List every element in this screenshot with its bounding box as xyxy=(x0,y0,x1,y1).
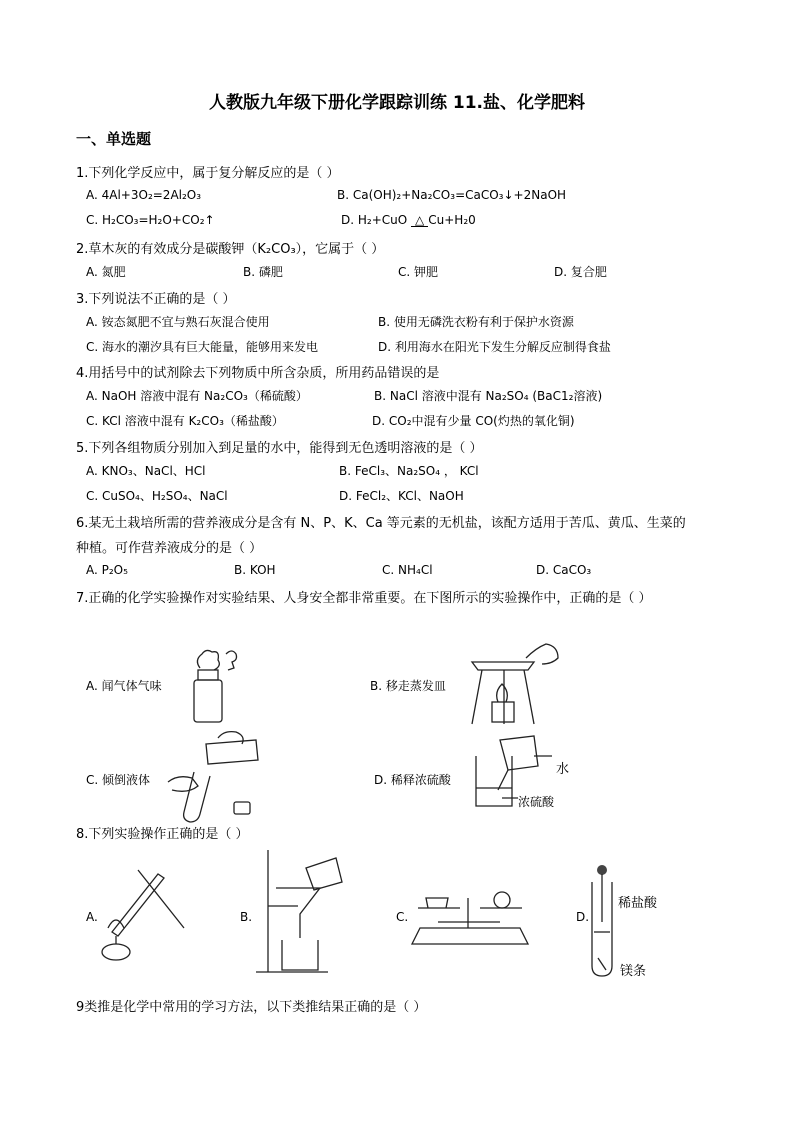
question-1-stem: 1.下列化学反应中，属于复分解反应的是（ ） xyxy=(76,166,340,181)
question-3-option-d[interactable]: D. 利用海水在阳光下发生分解反应制得食盐 xyxy=(378,340,611,354)
question-3-option-c[interactable]: C. 海水的潮汐具有巨大能量，能够用来发电 xyxy=(86,340,319,354)
question-8-option-c[interactable]: C. xyxy=(396,910,409,924)
question-5-option-b[interactable]: B. FeCl₃、Na₂SO₄ ， KCl xyxy=(339,464,479,478)
heating-tube-illustration xyxy=(98,862,194,966)
question-5-option-a[interactable]: A. KNO₃、NaCl、HCl xyxy=(86,464,206,478)
question-6-option-d[interactable]: D. CaCO₃ xyxy=(536,563,592,577)
question-4-option-b[interactable]: B. NaCl 溶液中混有 Na₂SO₄ (BaC1₂溶液) xyxy=(374,389,603,403)
water-label: 水 xyxy=(556,762,570,777)
question-6-option-b[interactable]: B. KOH xyxy=(234,563,276,577)
question-2-option-c[interactable]: C. 钾肥 xyxy=(398,265,439,279)
question-3-option-a[interactable]: A. 铵态氮肥不宜与熟石灰混合使用 xyxy=(86,315,270,329)
question-5-option-c[interactable]: C. CuSO₄、H₂SO₄、NaCl xyxy=(86,489,228,503)
question-2-stem: 2.草木灰的有效成分是碳酸钾（K₂CO₃），它属于（ ） xyxy=(76,242,385,257)
question-1-option-d[interactable] xyxy=(341,213,476,227)
question-3-option-b[interactable]: B. 使用无磷洗衣粉有利于保护水资源 xyxy=(378,315,574,329)
question-4-option-a[interactable]: A. NaOH 溶液中混有 Na₂CO₃（稀硫酸） xyxy=(86,389,308,403)
question-5-stem: 5.下列各组物质分别加入到足量的水中，能得到无色透明溶液的是（ ） xyxy=(76,441,483,456)
question-8-option-a[interactable]: A. xyxy=(86,910,98,924)
question-6-option-c[interactable]: C. NH₄Cl xyxy=(382,563,433,577)
smell-gas-illustration xyxy=(186,640,246,724)
page-title: 人教版九年级下册化学跟踪训练 11.盐、化学肥料 xyxy=(208,93,586,113)
balance-illustration xyxy=(408,878,532,954)
heat-condition-mark: △ xyxy=(411,214,428,227)
question-8-stem: 8.下列实验操作正确的是（ ） xyxy=(76,827,249,842)
question-1-option-c[interactable]: C. H₂CO₃=H₂O+CO₂↑ xyxy=(86,213,215,227)
question-1-option-b[interactable]: B. Ca(OH)₂+Na₂CO₃=CaCO₃↓+2NaOH xyxy=(337,188,567,202)
mg-strip-label: 镁条 xyxy=(620,964,647,979)
question-2-option-a[interactable]: A. 氮肥 xyxy=(86,265,126,279)
question-2-option-b[interactable]: B. 磷肥 xyxy=(243,265,283,279)
filtration-illustration xyxy=(252,848,352,982)
question-8-option-b[interactable]: B. xyxy=(240,910,253,924)
pour-liquid-illustration xyxy=(166,732,272,824)
question-3-stem: 3.下列说法不正确的是（ ） xyxy=(76,292,236,307)
question-1-option-a[interactable]: A. 4Al+3O₂=2Al₂O₃ xyxy=(86,188,202,202)
question-2-option-d[interactable]: D. 复合肥 xyxy=(554,265,607,279)
question-7-stem: 7.正确的化学实验操作对实验结果、人身安全都非常重要。在下图所示的实验操作中，正确的是（ ） xyxy=(76,591,652,606)
dilute-hcl-label: 稀盐酸 xyxy=(618,896,658,911)
question-4-stem: 4.用括号中的试剂除去下列物质中所含杂质，所用药品错误的是 xyxy=(76,366,440,381)
question-1-option-d-products: Cu+H₂0 xyxy=(428,213,476,227)
question-6-option-a[interactable]: A. P₂O₅ xyxy=(86,563,128,577)
question-9-stem: 9类推是化学中常用的学习方法，以下类推结果正确的是（ ） xyxy=(76,1000,427,1015)
section-heading: 一、单选题 xyxy=(76,130,152,148)
question-6-stem-continued: 种植。可作营养液成分的是（ ） xyxy=(76,541,263,556)
question-4-option-d[interactable]: D. CO₂中混有少量 CO(灼热的氧化铜) xyxy=(372,414,575,428)
question-7-option-d[interactable]: D. 稀释浓硫酸 xyxy=(374,773,451,787)
question-7-option-c[interactable]: C. 倾倒液体 xyxy=(86,773,151,787)
question-8-option-d[interactable]: D. xyxy=(576,910,590,924)
move-evaporating-dish-illustration xyxy=(464,640,564,728)
question-7-option-b[interactable]: B. 移走蒸发皿 xyxy=(370,679,446,693)
question-1-option-d-text: D. H₂+CuO xyxy=(341,213,412,227)
question-6-stem: 6.某无土栽培所需的营养液成分是含有 N、P、K、Ca 等元素的无机盐，该配方适用于苦瓜、黄瓜、生菜的 xyxy=(76,516,686,531)
question-5-option-d[interactable]: D. FeCl₂、KCl、NaOH xyxy=(339,489,464,503)
concentrated-acid-label: 浓硫酸 xyxy=(518,795,555,809)
question-4-option-c[interactable]: C. KCl 溶液中混有 K₂CO₃（稀盐酸） xyxy=(86,414,284,428)
question-7-option-a[interactable]: A. 闻气体气味 xyxy=(86,679,162,693)
